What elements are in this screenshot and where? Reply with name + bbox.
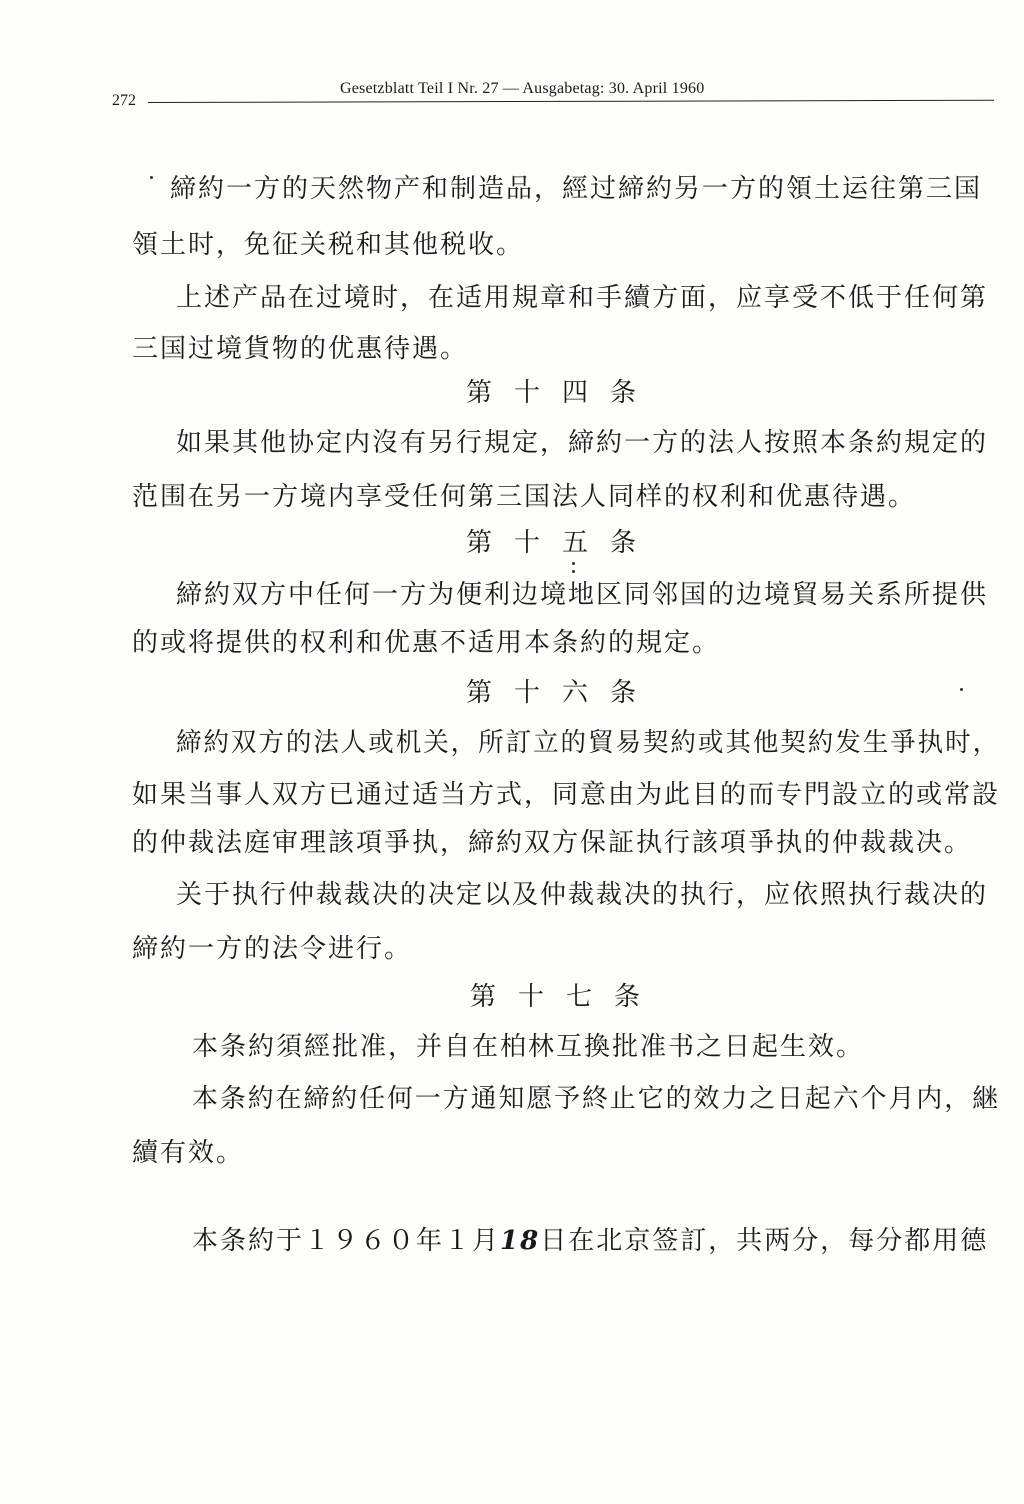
paragraph-1-line-1: 締約一方的天然物产和制造品，經过締約另一方的領土运往第三国 (170, 174, 983, 204)
article-17-line-2: 本条約在締約任何一方通知愿予終止它的效力之日起六个月内，継 (192, 1084, 1000, 1114)
header-rule (148, 100, 994, 103)
article-17-line-1: 本条約須經批准，并自在柏林互換批准书之日起生效。 (192, 1032, 865, 1062)
article-15-heading: 第十五条 (466, 528, 659, 558)
page-header (112, 78, 992, 109)
gazette-title: Gesetzblatt Teil I Nr. 27 — Ausgabetag: 30. April 1960 (340, 80, 705, 97)
handwritten-day: 18 (500, 1226, 541, 1256)
article-15-line-1: 締約双方中任何一方为便利边境地区同邻国的边境貿易关系所提供 (176, 580, 989, 610)
scan-speck (960, 688, 963, 691)
scan-speck (150, 176, 153, 179)
page-number: 272 (112, 92, 136, 109)
scan-speck (572, 570, 575, 573)
article-16-line-2: 如果当事人双方已通过适当方式，同意由为此目的而专門設立的或常設 (132, 780, 1001, 810)
article-16-line-4: 关于执行仲裁裁决的决定以及仲裁裁决的执行，应依照执行裁决的 (176, 880, 989, 910)
article-14-line-2: 范围在另一方境内享受任何第三国法人同样的权利和优惠待遇。 (132, 482, 917, 512)
paragraph-2-line-1: 上述产品在过境时，在适用規章和手續方面，应享受不低于任何第 (176, 283, 989, 313)
paragraph-1-line-2: 領土时，免征关税和其他税收。 (132, 230, 525, 260)
closing-prefix: 本条約于１９６０年１月 (192, 1226, 501, 1256)
closing-suffix: 日在北京签訂，共两分，每分都用德 (540, 1226, 989, 1256)
paragraph-2-line-2: 三国过境貨物的优惠待遇。 (132, 334, 469, 364)
scan-speck (572, 562, 575, 565)
article-16-line-3: 的仲裁法庭审理該項爭执，締約双方保証执行該項爭执的仲裁裁决。 (132, 828, 973, 858)
article-16-line-5: 締約一方的法令进行。 (132, 934, 413, 964)
closing-line (192, 1228, 988, 1254)
article-14-heading: 第十四条 (466, 378, 659, 408)
article-14-line-1: 如果其他协定内沒有另行規定，締約一方的法人按照本条約規定的 (176, 428, 989, 458)
article-16-heading: 第十六条 (466, 678, 659, 708)
article-17-heading: 第十七条 (470, 982, 663, 1012)
article-16-line-1: 締約双方的法人或机关，所訂立的貿易契約或其他契約发生爭执时， (176, 728, 1001, 758)
article-17-line-3: 續有效。 (132, 1138, 245, 1168)
article-15-line-2: 的或将提供的权利和优惠不适用本条約的規定。 (132, 628, 721, 658)
